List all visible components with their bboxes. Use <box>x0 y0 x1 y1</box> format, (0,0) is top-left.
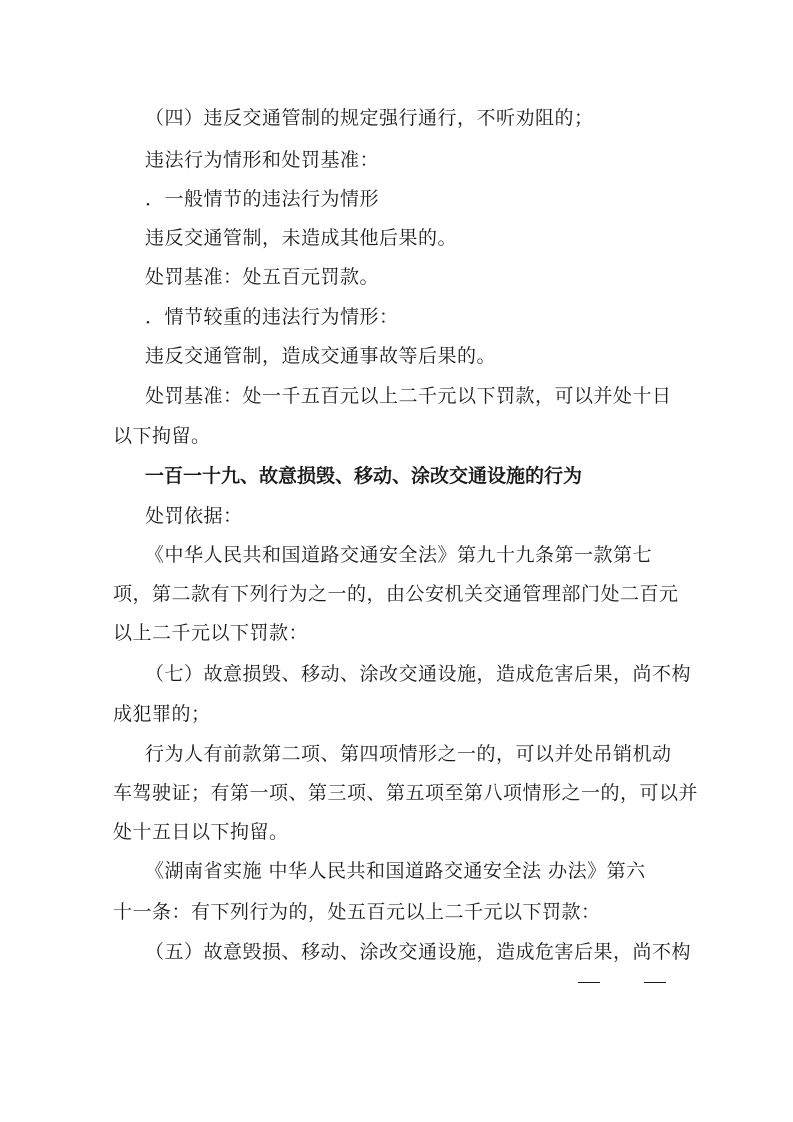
paragraph-line: 《中华人民共和国道路交通安全法》第九十九条第一款第七 <box>145 544 653 566</box>
paragraph-line: 处十五日以下拘留。 <box>113 821 289 843</box>
paragraph-line: （四）违反交通管制的规定强行通行，不听劝阻的； <box>145 107 594 129</box>
paragraph-line: 十一条：有下列行为的，处五百元以上二千元以下罚款： <box>113 901 601 923</box>
paragraph-line: 违反交通管制，造成交通事故等后果的。 <box>145 345 497 367</box>
page-footer-dash-right <box>644 982 666 983</box>
paragraph-line: ．情节较重的违法行为情形： <box>145 306 399 328</box>
paragraph-line: 行为人有前款第二项、第四项情形之一的，可以并处吊销机动 <box>145 743 672 765</box>
paragraph-line: （五）故意毁损、移动、涂改交通设施，造成危害后果，尚不构 <box>145 941 692 963</box>
paragraph-line: （七）故意损毁、移动、涂改交通设施，造成危害后果，尚不构 <box>145 663 692 685</box>
paragraph-line: 以下拘留。 <box>113 425 211 447</box>
paragraph-line: 成犯罪的； <box>113 703 211 725</box>
paragraph-line: 违法行为情形和处罚基准： <box>145 149 380 171</box>
section-heading: 一百一十九、故意损毁、移动、涂改交通设施的行为 <box>145 465 583 487</box>
paragraph-line: 处罚基准：处五百元罚款。 <box>145 266 380 288</box>
paragraph-line: 处罚基准：处一千五百元以上二千元以下罚款，可以并处十日 <box>145 385 672 407</box>
page-footer-dash-left <box>578 982 600 983</box>
paragraph-line: ．一般情节的违法行为情形 <box>145 188 380 210</box>
paragraph-line: 以上二千元以下罚款： <box>113 622 309 644</box>
paragraph-line: 违反交通管制，未造成其他后果的。 <box>145 227 458 249</box>
paragraph-line: 处罚依据： <box>145 505 243 527</box>
paragraph-line: 项，第二款有下列行为之一的，由公安机关交通管理部门处二百元 <box>113 583 679 605</box>
paragraph-line: 《湖南省实施 中华人民共和国道路交通安全法 办法》第六 <box>145 860 646 882</box>
paragraph-line: 车驾驶证；有第一项、第三项、第五项至第八项情形之一的，可以并 <box>113 782 699 804</box>
